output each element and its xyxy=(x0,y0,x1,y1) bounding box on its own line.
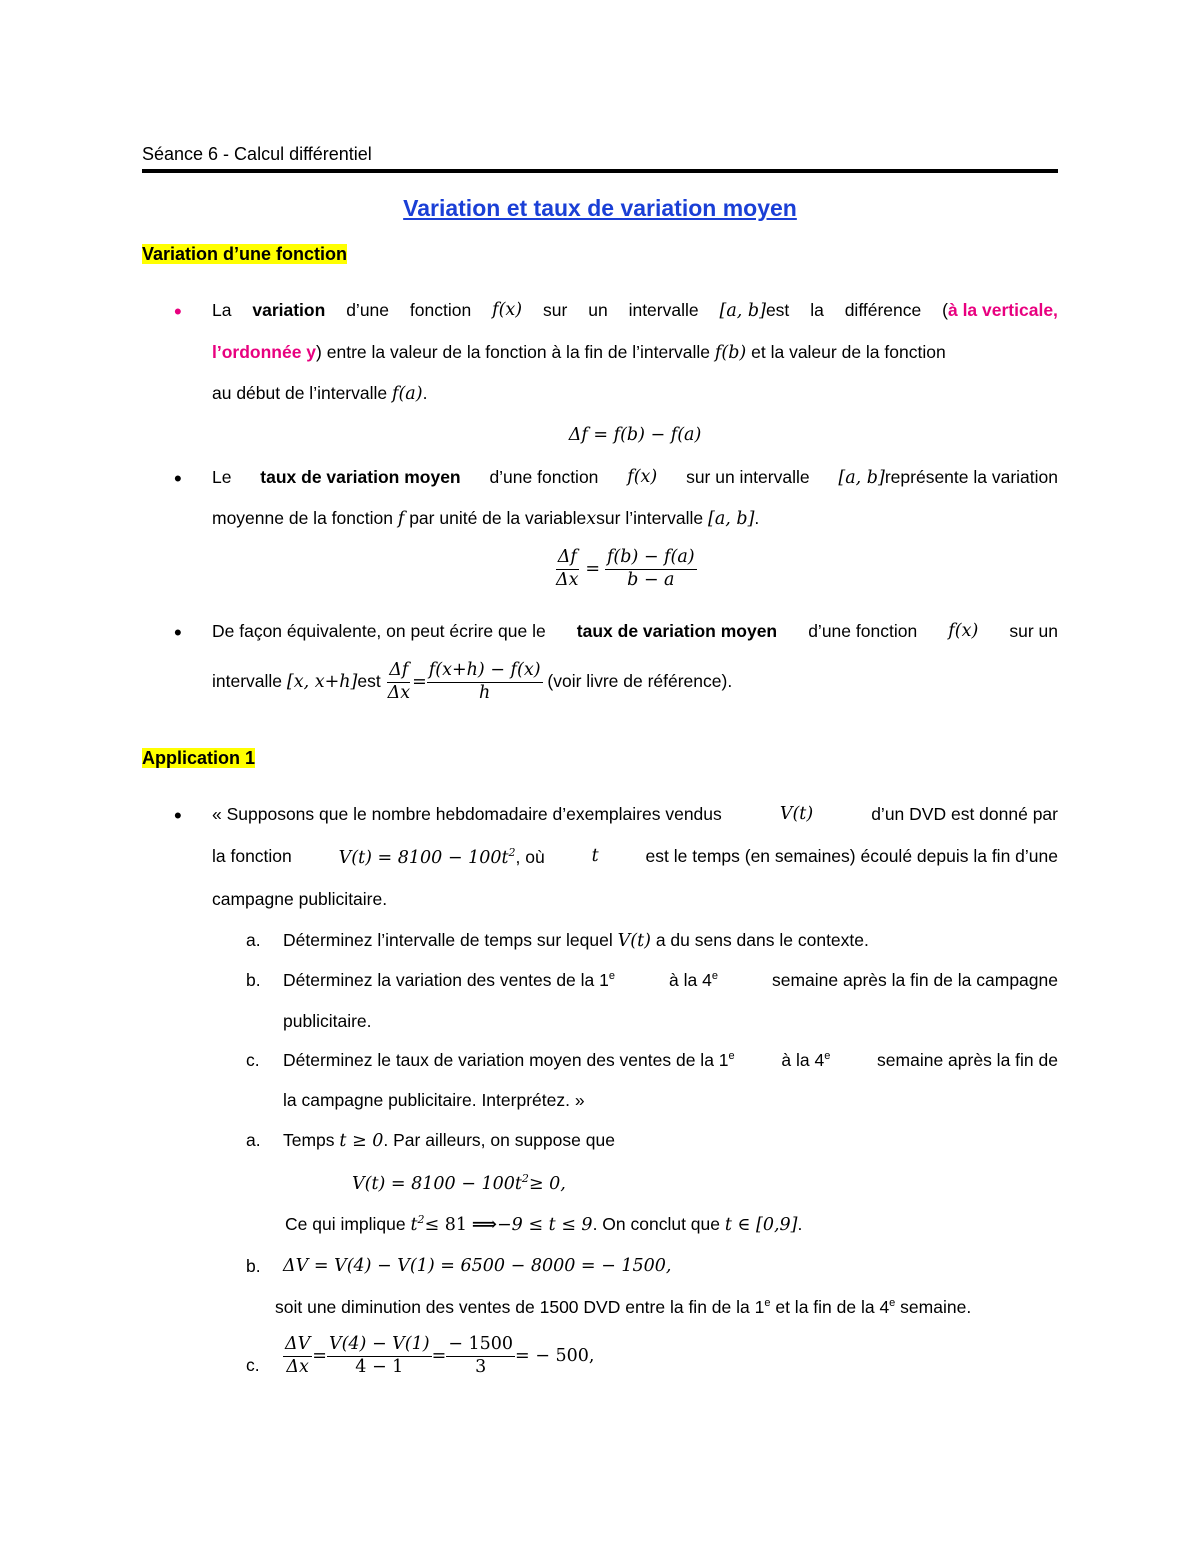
rb-equation: ΔV = V(4) − V(1) = 6500 − 8000 = − 1500, xyxy=(283,1256,672,1276)
qc-sup2: e xyxy=(824,1050,831,1063)
qb-l1-b: à la 4 xyxy=(669,970,712,990)
b1-fonction: fonction xyxy=(409,300,472,320)
ra-l3-a: Ce qui implique xyxy=(285,1213,406,1234)
b1-l3-text: au début de l’intervalle xyxy=(212,383,388,403)
rc-f3-num: − 1500 xyxy=(446,1334,515,1357)
rc-eq1: = xyxy=(312,1346,327,1366)
qc-line1 xyxy=(283,1050,1058,1071)
app-line1 xyxy=(212,804,1058,825)
b1-la2: la xyxy=(810,300,824,320)
ra-l3-range: −9 ≤ t ≤ 9 xyxy=(497,1214,593,1235)
ra-equation xyxy=(352,1172,566,1194)
b2-text2: sur un intervalle xyxy=(686,467,810,487)
app-l1-a: « Supposons que le nombre hebdomadaire d’exemplaires vendus xyxy=(212,804,722,824)
qb-l1-a: Déterminez la variation des ventes de la 1 xyxy=(283,970,609,990)
qc-sup1: e xyxy=(728,1050,735,1063)
b3-l2-text: intervalle xyxy=(212,671,283,691)
ra-l3-domain: t ∈ [0,9] xyxy=(724,1214,798,1235)
rb-l2-c: semaine. xyxy=(900,1297,972,1317)
b1-intervalle: intervalle xyxy=(628,300,699,320)
b1-est: est xyxy=(765,300,790,320)
b1-dune: d’une xyxy=(346,300,390,320)
implies-arrow-icon: ⟹ xyxy=(471,1214,498,1235)
b1-la: La xyxy=(212,300,232,320)
b3-f1-num: Δf xyxy=(387,660,410,683)
rc-f1-num: ΔV xyxy=(283,1334,312,1357)
b3-bold: taux de variation moyen xyxy=(576,621,778,641)
b2-text: d’une fonction xyxy=(489,467,599,487)
b2-l2-text2: par unité de la variable xyxy=(409,508,587,528)
b1-line2 xyxy=(212,342,1058,363)
qc-l1-b: à la 4 xyxy=(781,1050,825,1070)
bullet-icon: • xyxy=(174,620,182,645)
rb-line2 xyxy=(275,1297,971,1318)
b2-line1 xyxy=(212,467,1058,488)
ra-l3-dot: . xyxy=(797,1213,803,1234)
b1-l2-text2: et la valeur de la fonction xyxy=(751,342,946,362)
b1-pink-verticale: à la verticale, xyxy=(947,300,1058,320)
app-l2-formula: V(t) = 8100 − 100t xyxy=(338,847,509,868)
ra-line1 xyxy=(283,1130,615,1151)
b1-fx: f(x) xyxy=(492,300,523,320)
qb-sup2: e xyxy=(711,970,718,983)
qa-label: a. xyxy=(246,930,261,950)
rc-f2-num: V(4) − V(1) xyxy=(327,1334,432,1357)
bullet-icon: • xyxy=(174,803,182,828)
ra-line3 xyxy=(285,1213,802,1235)
qc-l1-a: Déterminez le taux de variation moyen des ventes de la 1 xyxy=(283,1050,729,1070)
b3-text2: d’une fonction xyxy=(808,621,918,641)
b2-ab: [a, b] xyxy=(838,468,885,488)
page-header: Séance 6 - Calcul différentiel xyxy=(142,144,372,164)
qb-sup1: e xyxy=(608,970,615,983)
formula-delta-f: Δf = f(b) − f(a) xyxy=(568,425,702,445)
rb-l2-b: et la fin de la 4 xyxy=(775,1297,890,1317)
qb-l1-c: semaine après la fin de la campagne xyxy=(771,970,1058,990)
b1-variation: variation xyxy=(252,300,326,320)
ra-l3-le81: ≤ 81 xyxy=(424,1214,468,1235)
ra-l3-sup: 2 xyxy=(417,1213,425,1226)
bullet-icon: • xyxy=(174,299,182,324)
bullet-icon: • xyxy=(174,466,182,491)
b3-est: est xyxy=(357,671,381,691)
rc-label: c. xyxy=(246,1355,260,1375)
b3-f2-den: h xyxy=(479,682,491,703)
b2-l2-text3: sur l’intervalle xyxy=(596,508,704,528)
rc-eq2: = xyxy=(431,1346,447,1366)
b3-line1 xyxy=(212,621,1058,642)
b2-x: x xyxy=(586,509,597,529)
b2-le: Le xyxy=(212,467,232,487)
section-heading-variation: Variation d’une fonction xyxy=(142,244,348,264)
b1-l3-dot: . xyxy=(422,383,428,403)
qb-line2: publicitaire. xyxy=(283,1011,372,1031)
document-title: Variation et taux de variation moyen xyxy=(403,195,797,221)
qc-l1-c: semaine après la fin de xyxy=(877,1050,1058,1070)
rc-formula xyxy=(283,1334,594,1379)
app-line3: campagne publicitaire. xyxy=(212,889,388,909)
b1-ab: [a, b] xyxy=(719,301,766,321)
rb-sup2: e xyxy=(889,1297,896,1310)
app-l2-t: t xyxy=(591,846,599,866)
section-heading-application: Application 1 xyxy=(142,748,256,768)
b2-line2 xyxy=(212,508,759,529)
ra-eq-sup: 2 xyxy=(521,1172,529,1185)
qa-text: Déterminez l’intervalle de temps sur lequel xyxy=(283,930,613,950)
b2-f1-den: Δx xyxy=(556,569,579,590)
b2-f: f xyxy=(397,509,405,529)
b2-l2-text: moyenne de la fonction xyxy=(212,508,393,528)
b3-f2-num: f(x+h) − f(x) xyxy=(427,660,543,683)
qa-vt: V(t) xyxy=(617,931,651,951)
b2-f2-den: b − a xyxy=(627,569,675,590)
b1-line3 xyxy=(212,383,427,404)
b3-end: (voir livre de référence). xyxy=(547,671,733,691)
rc-f3-den: 3 xyxy=(475,1356,487,1377)
b1-line1 xyxy=(212,300,1058,321)
b3-text: De façon équivalente, on peut écrire que le xyxy=(212,621,546,641)
b1-sur: sur xyxy=(543,300,568,320)
b2-bold: taux de variation moyen xyxy=(260,467,461,487)
b1-difference: différence xyxy=(844,300,922,320)
b2-fraction-formula xyxy=(554,547,697,592)
header-rule xyxy=(142,169,1058,173)
ra-t-ge-0: t ≥ 0 xyxy=(339,1131,384,1151)
b2-f2-num: f(b) − f(a) xyxy=(605,547,697,570)
app-l1-vt: V(t) xyxy=(779,804,814,824)
rb-l2-a: soit une diminution des ventes de 1500 DVD entre la fin de la 1 xyxy=(275,1297,765,1317)
qc-label: c. xyxy=(246,1050,260,1070)
rc-end: = − 500, xyxy=(515,1346,595,1366)
b2-l2-dot: . xyxy=(754,508,760,528)
qa-line xyxy=(283,930,869,951)
ra-l3-b: . On conclut que xyxy=(592,1213,721,1234)
b3-fx: f(x) xyxy=(948,621,979,641)
b1-fb: f(b) xyxy=(714,343,747,363)
qa-text2: a du sens dans le contexte. xyxy=(655,930,869,950)
b2-ab2: [a, b] xyxy=(708,509,755,529)
app-l2-c: est le temps (en semaines) écoulé depuis la fin d’une xyxy=(645,846,1058,866)
app-l2-a: la fonction xyxy=(212,846,292,866)
b3-text3: sur un xyxy=(1009,621,1058,641)
app-line2 xyxy=(212,846,1058,868)
b2-eq: = xyxy=(585,559,601,579)
b1-paren: ( xyxy=(942,300,948,320)
b1-l2-text: ) entre la valeur de la fonction à la fin de l’intervalle xyxy=(316,342,711,362)
rb-sup1: e xyxy=(764,1297,771,1310)
rb-label: b. xyxy=(246,1256,261,1276)
ra-l3-t: t xyxy=(410,1214,418,1235)
b1-pink-ordonnee: l’ordonnée y xyxy=(212,342,317,362)
rc-f1-den: Δx xyxy=(286,1356,309,1377)
b2-fx: f(x) xyxy=(627,467,658,487)
b2-text3: représente la variation xyxy=(884,467,1058,487)
b3-f1-den: Δx xyxy=(387,682,411,703)
qb-line1 xyxy=(283,970,1058,991)
qb-label: b. xyxy=(246,970,261,990)
b1-fa: f(a) xyxy=(392,384,423,404)
ra-text: Temps xyxy=(283,1130,335,1150)
ra-eq: V(t) = 8100 − 100t xyxy=(352,1173,522,1194)
b2-f1-num: Δf xyxy=(556,547,579,570)
qc-line2: la campagne publicitaire. Interprétez. » xyxy=(283,1090,585,1110)
ra-eq-end: ≥ 0, xyxy=(528,1173,566,1194)
app-l1-b: d’un DVD est donné par xyxy=(871,804,1058,824)
b3-eq: = xyxy=(412,672,427,692)
b1-un: un xyxy=(588,300,608,320)
app-l2-sup: 2 xyxy=(508,846,516,859)
b3-interval: [x, x+h] xyxy=(286,672,358,692)
b3-line2 xyxy=(212,660,732,705)
ra-text2: . Par ailleurs, on suppose que xyxy=(383,1130,615,1150)
app-l2-b: , où xyxy=(515,846,545,867)
rc-f2-den: 4 − 1 xyxy=(355,1356,404,1377)
ra-label: a. xyxy=(246,1130,261,1150)
